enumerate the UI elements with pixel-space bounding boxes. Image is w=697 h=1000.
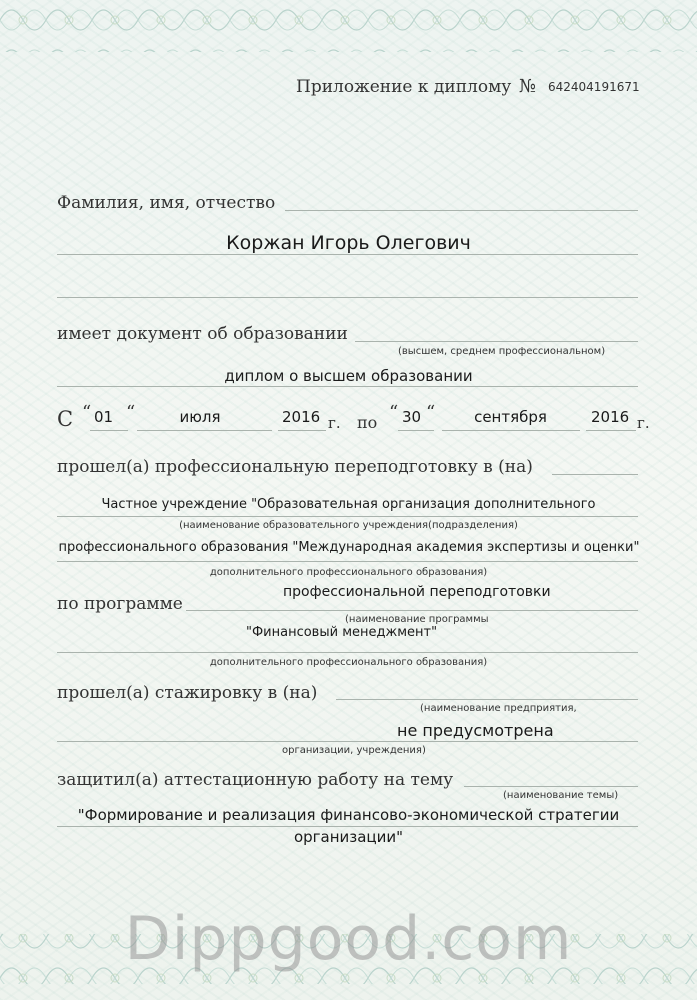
education-label: имеет документ об образовании: [57, 324, 348, 344]
thesis-label: защитил(а) аттестационную работу на тему: [57, 770, 454, 790]
period-from-day: 01: [94, 408, 114, 426]
rule: [57, 254, 638, 255]
quote-open: “: [82, 402, 92, 423]
internship-hint1: (наименование предприятия,: [420, 703, 577, 714]
period-to-month: сентября: [474, 408, 547, 426]
period-to-prefix: по: [357, 413, 378, 432]
number-sign: №: [519, 76, 537, 97]
rule: [57, 826, 638, 827]
fio-value: Коржан Игорь Олегович: [226, 232, 471, 254]
rule: [57, 386, 638, 387]
to-year-suffix: г.: [637, 414, 650, 432]
retraining-label: прошел(а) профессиональную переподготовку в (на): [57, 457, 533, 477]
internship-hint2: организации, учреждения): [282, 745, 426, 756]
period-to-day: 30: [402, 408, 422, 426]
rule: [186, 610, 638, 611]
rule: [355, 341, 638, 342]
program-value2: "Финансовый менеджмент": [246, 625, 438, 640]
quote-close: “: [426, 402, 436, 423]
top-ornament-band: [0, 0, 697, 58]
education-hint: (высшем, среднем профессиональном): [398, 346, 606, 357]
retraining-org-line1: Частное учреждение "Образовательная организация дополнительного: [101, 497, 596, 512]
rule: [336, 699, 638, 700]
rule: [442, 430, 580, 431]
program-hint2: дополнительного профессионального образования): [209, 657, 488, 668]
rule: [278, 430, 326, 431]
rule: [586, 430, 636, 431]
program-value1: профессиональной переподготовки: [283, 584, 551, 600]
program-label: по программе: [57, 594, 183, 614]
rule: [398, 430, 434, 431]
rule: [57, 561, 638, 562]
retraining-hint1: (наименование образовательного учреждения(подразделения): [179, 520, 518, 531]
document-title: Приложение к диплому: [296, 77, 512, 97]
period-from-year: 2016: [282, 408, 321, 426]
rule: [57, 516, 638, 517]
thesis-value2: организации": [293, 828, 404, 846]
thesis-value1: "Формирование и реализация финансово-экономической стратегии: [77, 806, 620, 824]
program-hint1: (наименование программы: [345, 614, 489, 625]
internship-value: не предусмотрена: [397, 721, 554, 740]
fio-label: Фамилия, имя, отчество: [57, 193, 276, 213]
rule: [57, 652, 638, 653]
education-value: диплом о высшем образовании: [224, 367, 473, 385]
internship-label: прошел(а) стажировку в (на): [57, 683, 318, 703]
rule: [90, 430, 128, 431]
retraining-org-line2: профессионального образования "Международная академия экспертизы и оценки": [58, 540, 640, 555]
rule: [57, 297, 638, 298]
retraining-hint2: дополнительного профессионального образования): [209, 567, 488, 578]
rule: [464, 786, 638, 787]
rule: [285, 210, 638, 211]
thesis-hint: (наименование темы): [503, 790, 619, 801]
period-from-month: июля: [179, 408, 221, 426]
quote-close: “: [126, 402, 136, 423]
period-to-year: 2016: [591, 408, 630, 426]
period-from-prefix: С: [57, 407, 74, 431]
rule: [137, 430, 272, 431]
quote-open: “: [389, 402, 399, 423]
year-suffix: г.: [328, 414, 341, 432]
rule: [57, 741, 638, 742]
rule: [552, 474, 638, 475]
document-number: 642404191671: [548, 80, 640, 94]
watermark: Dippgood.com: [124, 904, 573, 974]
